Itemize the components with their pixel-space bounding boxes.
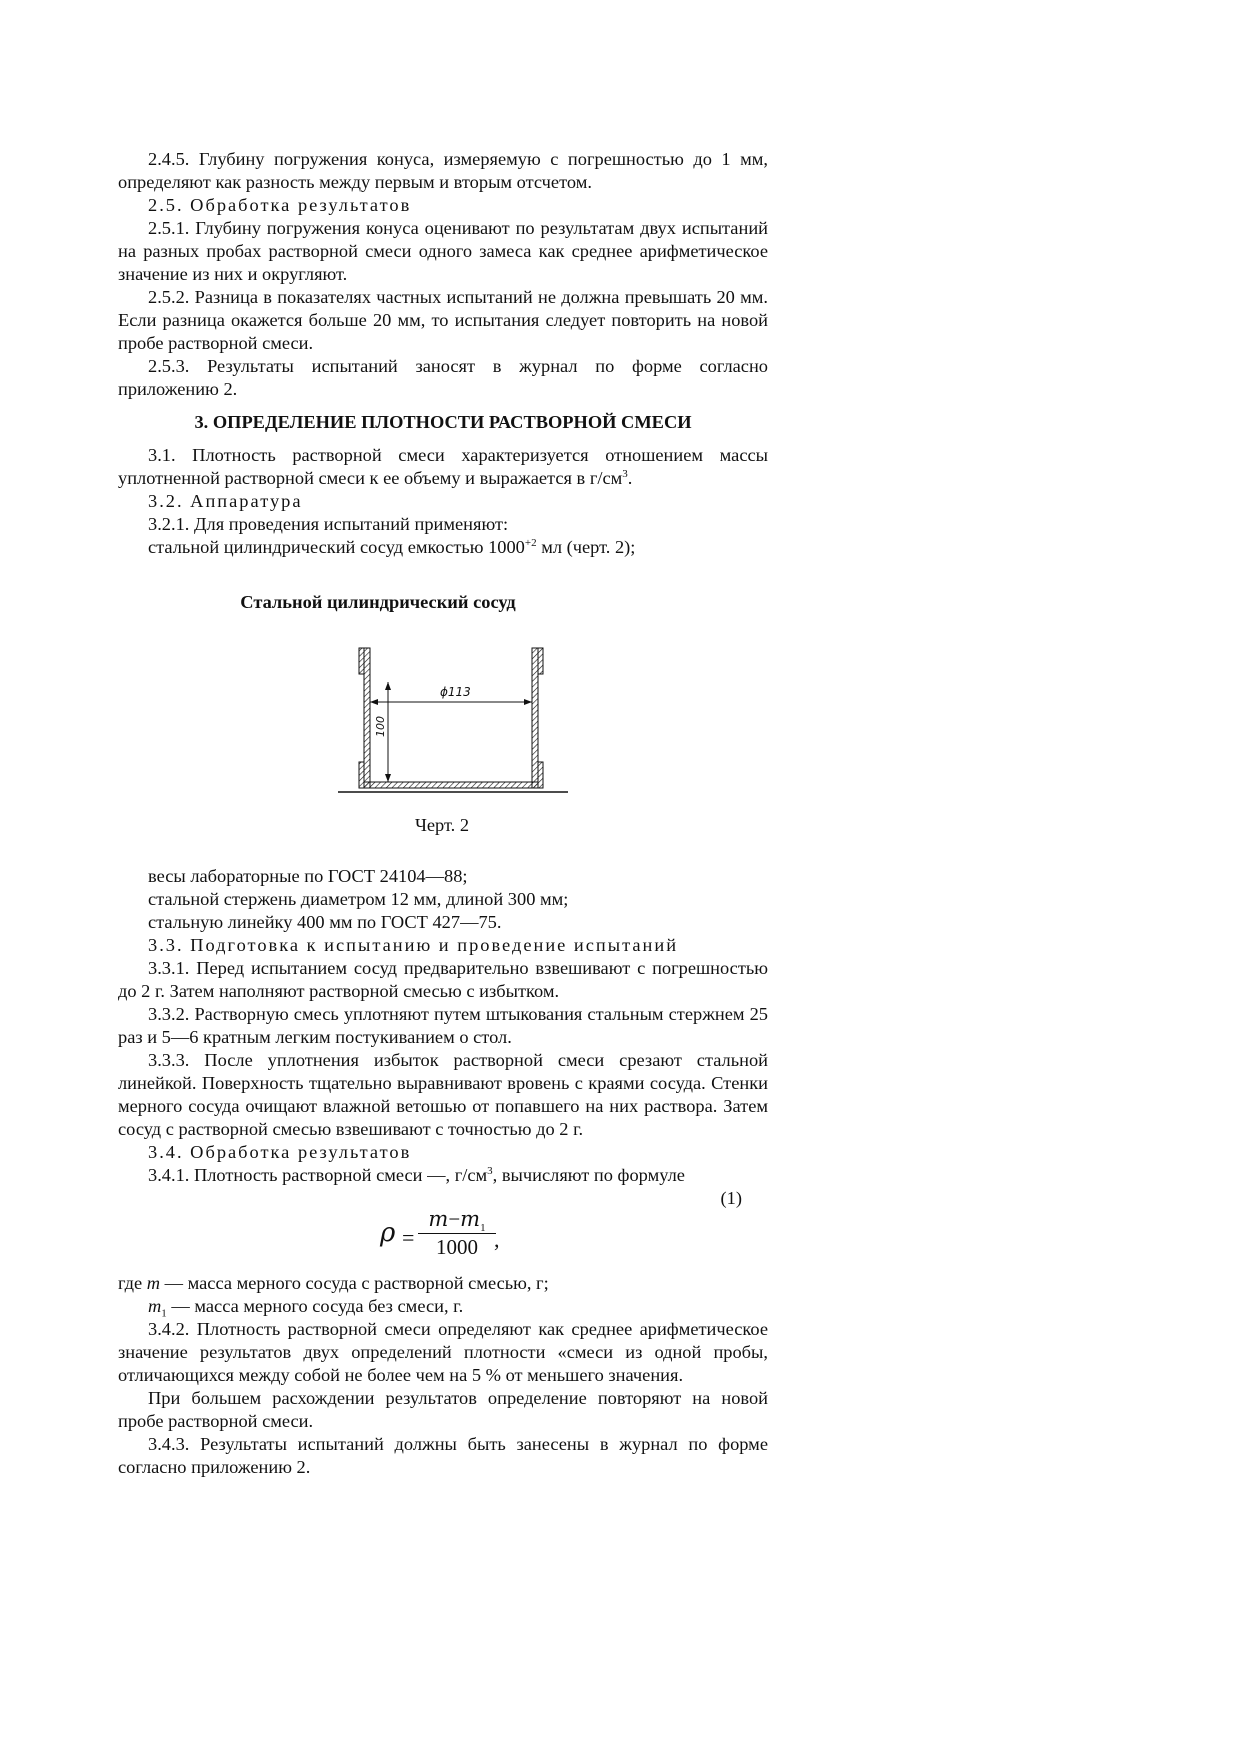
- rho-symbol: ρ: [380, 1218, 396, 1248]
- paragraph-3-4-2-continued: При большем расхождении результатов определение повторяют на новой пробе растворной смеси.: [118, 1388, 768, 1431]
- document-body: [118, 148, 768, 1479]
- height-arrow-bottom: [385, 774, 391, 782]
- paragraph-3-1-end: .: [627, 468, 633, 488]
- left-top-rim: [359, 648, 364, 674]
- paragraph-3-1-text: 3.1. Плотность растворной смеси характеризуется отношением массы уплотненной растворной смеси к ее объему и выражается в г/см: [118, 445, 768, 488]
- paragraph-3-3-3: 3.3.3. После уплотнения избыток растворной смеси срезают стальной линейкой. Поверхность тщательно выравнивают вровень с краями сосуда. Стенки мерного сосуда очищают влажной ветошью от попавшего на них раствора. Затем сосуд с растворной смесью взвешивают с точностью до 2 г.: [118, 1050, 768, 1139]
- right-wall: [532, 648, 538, 788]
- formula-fraction: [418, 1208, 496, 1259]
- where-m-var: m: [146, 1273, 161, 1293]
- paragraph-3-4-1: [118, 1164, 768, 1187]
- where-m1-subscript: 1: [161, 1307, 167, 1320]
- where-prefix: где: [118, 1273, 147, 1293]
- formula-denominator: 1000: [436, 1235, 478, 1259]
- left-wall: [364, 648, 370, 788]
- subheading-2-5: 2.5. Обработка результатов: [148, 195, 412, 215]
- formula-comma: ,: [494, 1227, 500, 1252]
- figure-vessel-drawing: [118, 614, 768, 814]
- figure-caption: Стальной цилиндрический сосуд: [240, 592, 516, 612]
- height-arrow-top: [385, 682, 391, 690]
- vessel-bottom: [364, 782, 538, 788]
- formula-numerator: [418, 1208, 496, 1234]
- equals-sign: =: [402, 1225, 415, 1250]
- height-label: 100: [374, 716, 387, 737]
- diameter-arrow-left: [370, 699, 378, 705]
- paragraph-3-4-3: 3.4.3. Результаты испытаний должны быть занесены в журнал по форме согласно приложению 2.: [118, 1434, 768, 1477]
- subheading-3-4: 3.4. Обработка результатов: [148, 1142, 412, 1162]
- paragraph-2-5-1: 2.5.1. Глубину погружения конуса оценивают по результатам двух испытаний на разных пробах растворной смеси одного замеса как среднее арифметическое значение из них и округляют.: [118, 218, 768, 284]
- left-bottom-rim: [359, 762, 364, 788]
- equation-number: (1): [720, 1188, 742, 1208]
- cubic-superscript: 3: [622, 467, 628, 480]
- cylinder-vessel-drawing: [328, 642, 588, 802]
- diameter-label: ϕ113: [440, 685, 471, 699]
- cubic-superscript-2: 3: [487, 1164, 493, 1177]
- where-m-text: — масса мерного сосуда с растворной смесью, г;: [160, 1273, 549, 1293]
- section-3-heading: 3. ОПРЕДЕЛЕНИЕ ПЛОТНОСТИ РАСТВОРНОЙ СМЕСИ: [194, 412, 692, 432]
- right-top-rim: [538, 648, 543, 674]
- paragraph-2-5-2: 2.5.2. Разница в показателях частных испытаний не должна превышать 20 мм. Если разница окажется больше 20 мм, то испытания следует повторить на новой пробе растворной смеси.: [118, 287, 768, 353]
- var-m1: m: [460, 1207, 481, 1231]
- subheading-3-2: 3.2. Аппаратура: [148, 491, 303, 511]
- paragraph-3-3-2: 3.3.2. Растворную смесь уплотняют путем штыкования стальным стержнем 25 раз и 5—6 кратным легким постукиванием о стол.: [118, 1004, 768, 1047]
- var-m: m: [428, 1207, 449, 1231]
- paragraph-3-3-1: 3.3.1. Перед испытанием сосуд предварительно взвешивают с погрешностью до 2 г. Затем наполняют растворной смесью с избытком.: [118, 958, 768, 1001]
- vessel-text-end: мл (черт. 2);: [536, 537, 636, 557]
- right-bottom-rim: [538, 762, 543, 788]
- paragraph-3-4-1-end: , вычисляют по формуле: [492, 1165, 685, 1185]
- subheading-3-3: 3.3. Подготовка к испытанию и проведение испытаний: [148, 935, 679, 955]
- list-item-rod: стальной стержень диаметром 12 мм, длиной 300 мм;: [148, 889, 569, 909]
- tolerance-superscript: +2: [524, 536, 537, 549]
- figure-label: Черт. 2: [414, 815, 470, 835]
- list-item-scales: весы лабораторные по ГОСТ 24104—88;: [148, 866, 468, 886]
- var-m1-subscript: 1: [480, 1222, 486, 1235]
- where-m1-var: m: [148, 1296, 162, 1316]
- paragraph-3-4-2: 3.4.2. Плотность растворной смеси определяют как среднее арифметическое значение результатов двух определений плотности «смеси из одной пробы, отличающихся между собой не более чем на 5 % от меньшего значения.: [118, 1319, 768, 1385]
- minus-sign: −: [448, 1207, 461, 1231]
- list-item-ruler: стальную линейку 400 мм по ГОСТ 427—75.: [148, 912, 502, 932]
- paragraph-2-5-3: 2.5.3. Результаты испытаний заносят в журнал по форме согласно приложению 2.: [118, 356, 768, 399]
- vessel-text: стальной цилиндрический сосуд емкостью 1000: [148, 537, 525, 557]
- where-m-line: [118, 1272, 768, 1295]
- where-m1-line: [118, 1295, 768, 1318]
- list-item-vessel: [118, 536, 768, 559]
- paragraph-2-4-5: 2.4.5. Глубину погружения конуса, измеряемую с погрешностью до 1 мм, определяют как разность между первым и вторым отсчетом.: [118, 149, 768, 192]
- paragraph-3-4-1-text: 3.4.1. Плотность растворной смеси —, г/см: [148, 1165, 488, 1185]
- where-m1-text: — масса мерного сосуда без смеси, г.: [166, 1296, 464, 1316]
- density-formula: [118, 1207, 768, 1272]
- paragraph-3-1: [118, 444, 768, 490]
- paragraph-3-2-1: 3.2.1. Для проведения испытаний применяют:: [148, 514, 509, 534]
- diameter-arrow-right: [524, 699, 532, 705]
